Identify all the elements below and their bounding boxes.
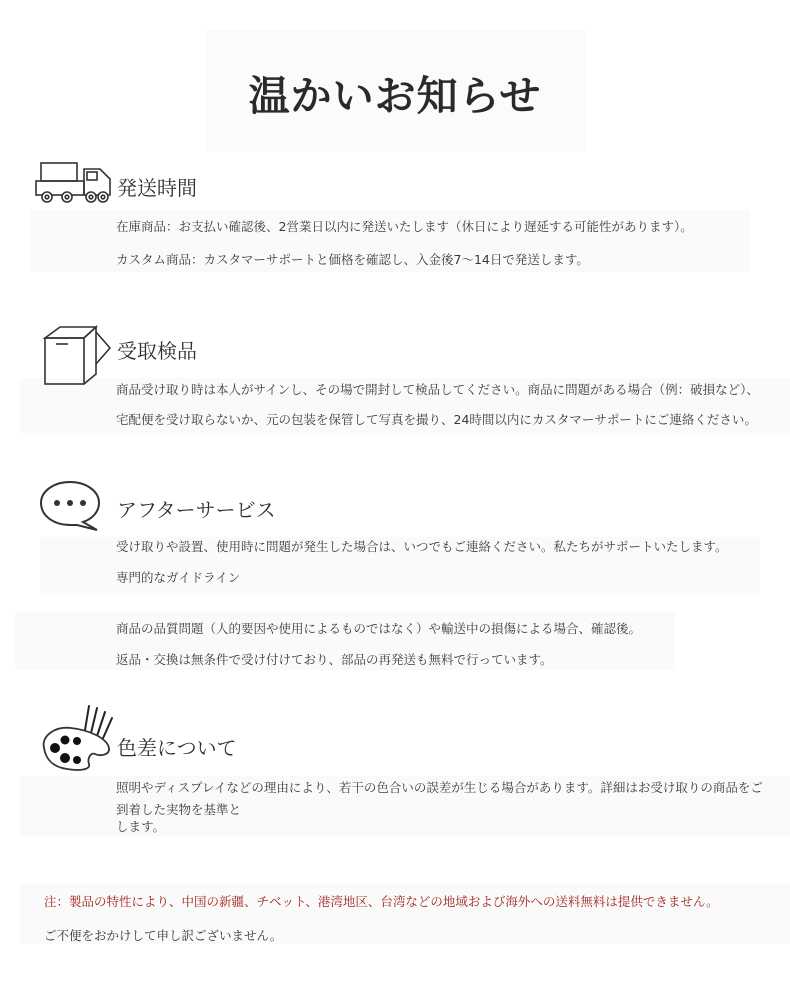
color-difference-line: 到着した実物を基準と [116,802,242,817]
shipping-line: カスタム商品：カスタマーサポートと価格を確認し、入金後7～14日で発送します。 [116,252,589,267]
shipping-restriction-note: 注：製品の特性により、中国の新疆、チベット、港湾地区、台湾などの地域および海外への送料無料は提供できません。 [44,894,719,909]
inspection-line: 宅配便を受け取らないか、元の包装を保管して写真を撮り、24時間以内にカスタマーサポートにご連絡ください。 [116,412,757,427]
section-heading-after-service: アフターサービス [117,498,276,522]
truck-icon [34,161,118,205]
color-difference-line: 照明やディスプレイなどの理由により、若干の色合いの誤差が生じる場合があります。詳細はお受け取りの商品をご [116,780,763,795]
section-heading-inspection: 受取検品 [117,339,197,363]
after-service-line: 専門的なガイドライン [116,570,241,585]
after-service-line: 受け取りや設置、使用時に問題が発生した場合は、いつでもご連絡ください。私たちがサポートいたします。 [116,539,728,554]
chat-bubble-icon [39,479,103,533]
page-title: 温かいお知らせ [248,72,542,120]
color-difference-line: します。 [116,819,166,834]
after-service-line: 返品・交換は無条件で受け付けており、部品の再発送も無料で行っています。 [116,652,553,667]
section-heading-shipping: 発送時間 [117,176,197,200]
after-service-line: 商品の品質問題（人的要因や使用によるものではなく）や輸送中の損傷による場合、確認後。 [116,621,642,636]
package-icon [40,324,114,388]
inspection-line: 商品受け取り時は本人がサインし、その場で開封して検品してください。商品に問題がある場合（例：破損など）、 [116,382,759,397]
section-heading-color-difference: 色差について [117,736,237,760]
shipping-line: 在庫商品：お支払い確認後、2営業日以内に発送いたします（休日により遅延する可能性があります）。 [116,219,693,234]
paint-palette-icon [39,702,115,772]
apology-note: ご不便をおかけして申し訳ございません。 [44,928,283,943]
